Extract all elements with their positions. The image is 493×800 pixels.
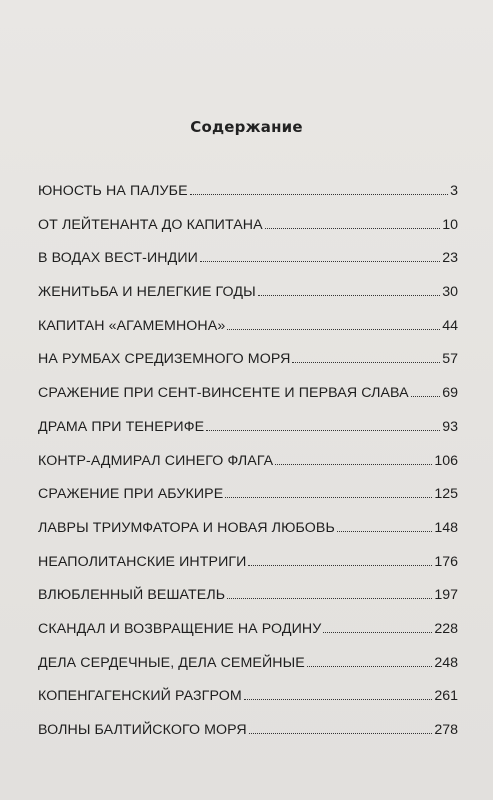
toc-entry bbox=[38, 722, 458, 756]
dot-leader bbox=[227, 598, 432, 599]
toc-entry-title: ЖЕНИТЬБА И НЕЛЕГКИЕ ГОДЫ bbox=[38, 284, 256, 301]
dot-leader bbox=[323, 632, 432, 633]
toc-entry-title: СРАЖЕНИЕ ПРИ СЕНТ-ВИНСЕНТЕ И ПЕРВАЯ СЛАВА bbox=[38, 385, 409, 402]
toc-entry-title: ВЛЮБЛЕННЫЙ ВЕШАТЕЛЬ bbox=[38, 587, 226, 604]
dot-leader bbox=[292, 362, 440, 363]
toc-entry-title: ЛАВРЫ ТРИУМФАТОРА И НОВАЯ ЛЮБОВЬ bbox=[38, 519, 335, 536]
toc-entry-page: 176 bbox=[434, 553, 458, 570]
toc-entry-page: 248 bbox=[434, 654, 458, 671]
dot-leader bbox=[249, 733, 433, 734]
toc-entry-page: 23 bbox=[442, 250, 458, 267]
toc-entry-page: 3 bbox=[450, 183, 458, 199]
toc-entry-page: 278 bbox=[434, 722, 458, 738]
toc-entry-title: В ВОДАХ ВЕСТ-ИНДИИ bbox=[38, 250, 198, 267]
toc-entry-title: КАПИТАН «АГАМЕМНОНА» bbox=[38, 317, 226, 334]
toc-entry bbox=[38, 284, 458, 318]
dot-leader bbox=[265, 228, 441, 229]
toc-entry-page: 106 bbox=[434, 452, 458, 469]
toc-entry-title: ОТ ЛЕЙТЕНАНТА ДО КАПИТАНА bbox=[38, 216, 263, 233]
toc-entry-title: ВОЛНЫ БАЛТИЙСКОГО МОРЯ bbox=[38, 722, 247, 738]
toc-entry bbox=[38, 385, 458, 419]
toc-entry bbox=[38, 351, 458, 385]
toc-entry-title: КОПЕНГАГЕНСКИЙ РАЗГРОМ bbox=[38, 688, 242, 705]
toc-entry-title: НА РУМБАХ СРЕДИЗЕМНОГО МОРЯ bbox=[38, 351, 291, 368]
toc-entry-title: НЕАПОЛИТАНСКИЕ ИНТРИГИ bbox=[38, 553, 247, 570]
toc-entry-page: 93 bbox=[442, 418, 458, 435]
dot-leader bbox=[411, 396, 441, 397]
toc-entry-title: ДРАМА ПРИ ТЕНЕРИФЕ bbox=[38, 418, 205, 435]
toc-entry bbox=[38, 419, 458, 453]
dot-leader bbox=[206, 430, 440, 431]
toc-entry bbox=[38, 183, 458, 217]
dot-leader bbox=[248, 565, 432, 566]
toc-entry-page: 44 bbox=[442, 317, 458, 334]
dot-leader bbox=[307, 666, 432, 667]
toc-entry-page: 261 bbox=[434, 688, 458, 705]
toc-entry-title: КОНТР-АДМИРАЛ СИНЕГО ФЛАГА bbox=[38, 452, 274, 469]
toc-entry bbox=[38, 520, 458, 554]
toc-entry-page: 57 bbox=[442, 351, 458, 368]
table-of-contents bbox=[38, 183, 458, 756]
toc-entry bbox=[38, 217, 458, 251]
toc-entry bbox=[38, 587, 458, 621]
dot-leader bbox=[200, 261, 440, 262]
toc-entry bbox=[38, 453, 458, 487]
dot-leader bbox=[244, 699, 433, 700]
toc-entry bbox=[38, 554, 458, 588]
toc-entry bbox=[38, 655, 458, 689]
toc-entry-page: 10 bbox=[442, 216, 458, 233]
toc-entry bbox=[38, 250, 458, 284]
dot-leader bbox=[225, 497, 432, 498]
page-title: Содержание bbox=[190, 118, 303, 136]
toc-entry-page: 148 bbox=[434, 519, 458, 536]
toc-entry-title: ЮНОСТЬ НА ПАЛУБЕ bbox=[38, 183, 188, 199]
toc-entry bbox=[38, 318, 458, 352]
toc-entry-page: 125 bbox=[434, 486, 458, 503]
dot-leader bbox=[190, 194, 448, 195]
toc-entry-page: 228 bbox=[434, 620, 458, 637]
toc-entry bbox=[38, 486, 458, 520]
dot-leader bbox=[227, 329, 440, 330]
toc-entry-page: 69 bbox=[442, 385, 458, 402]
toc-entry bbox=[38, 688, 458, 722]
dot-leader bbox=[275, 464, 432, 465]
toc-entry-title: СРАЖЕНИЕ ПРИ АБУКИРЕ bbox=[38, 486, 224, 503]
toc-entry-page: 30 bbox=[442, 284, 458, 301]
toc-entry bbox=[38, 621, 458, 655]
dot-leader bbox=[337, 531, 432, 532]
toc-entry-title: ДЕЛА СЕРДЕЧНЫЕ, ДЕЛА СЕМЕЙНЫЕ bbox=[38, 654, 305, 671]
toc-entry-title: СКАНДАЛ И ВОЗВРАЩЕНИЕ НА РОДИНУ bbox=[38, 620, 322, 637]
dot-leader bbox=[258, 295, 440, 296]
toc-entry-page: 197 bbox=[434, 587, 458, 604]
